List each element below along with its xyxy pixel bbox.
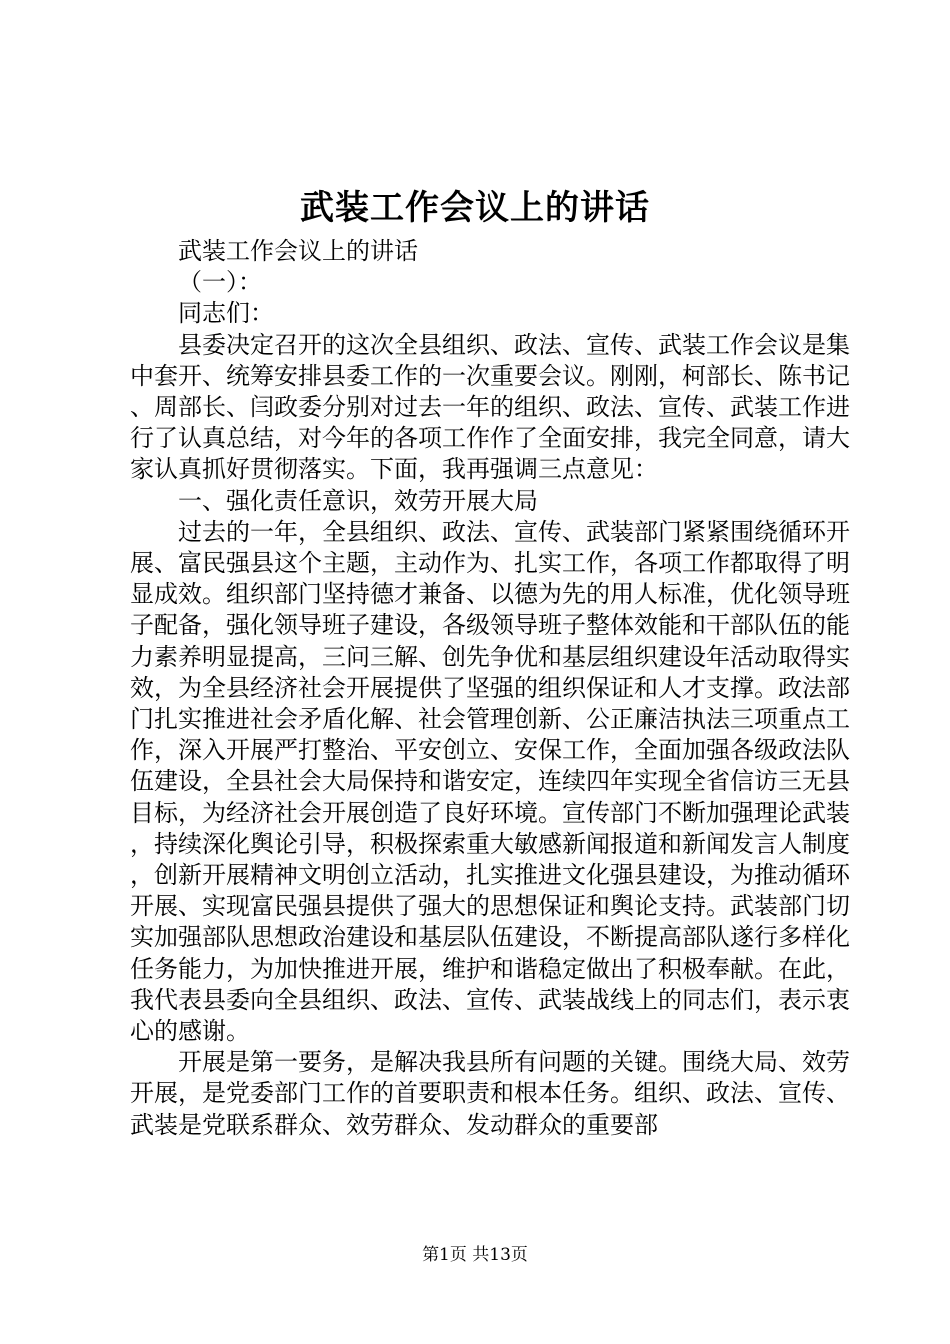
section-heading: 一、强化责任意识，效劳开展大局 bbox=[178, 486, 538, 515]
page-number-footer: 第1页 共13页 bbox=[422, 1245, 528, 1265]
document-body bbox=[130, 236, 850, 1141]
salutation: 同志们： bbox=[178, 299, 274, 328]
body-paragraph: 县委决定召开的这次全县组织、政法、宣传、武装工作会议是集中套开、统筹安排县委工作的一次重要会议。刚刚，柯部长、陈书记、周部长、闫政委分别对过去一年的组织、政法、宣传、武装工作进行了认真总结，对今年的各项工作作了全面安排，我完全同意，请大家认真抓好贯彻落实。下面，我再强调三点意见： bbox=[130, 330, 850, 484]
subtitle-line: 武装工作会议上的讲话 bbox=[178, 237, 418, 265]
body-paragraph: 开展是第一要务，是解决我县所有问题的关键。围绕大局、效劳开展，是党委部门工作的首要职责和根本任务。组织、政法、宣传、武装是党联系群众、效劳群众、发动群众的重要部 bbox=[130, 1048, 850, 1139]
body-paragraph: 过去的一年，全县组织、政法、宣传、武装部门紧紧围绕循环开展、富民强县这个主题，主动作为、扎实工作，各项工作都取得了明显成效。组织部门坚持德才兼备、以德为先的用人标准，优化领导班子配备，强化领导班子建设，各级领导班子整体效能和干部队伍的能力素养明显提高，三问三解、创先争优和基层组织建设年活动取得实效，为全县经济社会开展提供了坚强的组织保证和人才支撑。政法部门扎实推进社会矛盾化解、社会管理创新、公正廉洁执法三项重点工作，深入开展严打整治、平安创立、安保工作，全面加强各级政法队伍建设，全县社会大局保持和谐安定，连续四年实现全省信访三无县目标，为经济社会开展创造了良好环境。宣传部门不断加强理论武装，持续深化舆论引导，积极探索重大敏感新闻报道和新闻发言人制度，创新开展精神文明创立活动，扎实推进文化强县建设，为推动循环开展、实现富民强县提供了强大的思想保证和舆论支持。武装部门切实加强部队思想政治建设和基层队伍建设，不断提高部队遂行多样化任务能力，为加快推进开展，维护和谐稳定做出了积极奉献。在此，我代表县委向全县组织、政法、宣传、武装战线上的同志们，表示衷心的感谢。 bbox=[130, 517, 850, 1046]
section-number: （一）： bbox=[178, 268, 262, 297]
document-title: 武装工作会议上的讲话 bbox=[300, 188, 650, 228]
